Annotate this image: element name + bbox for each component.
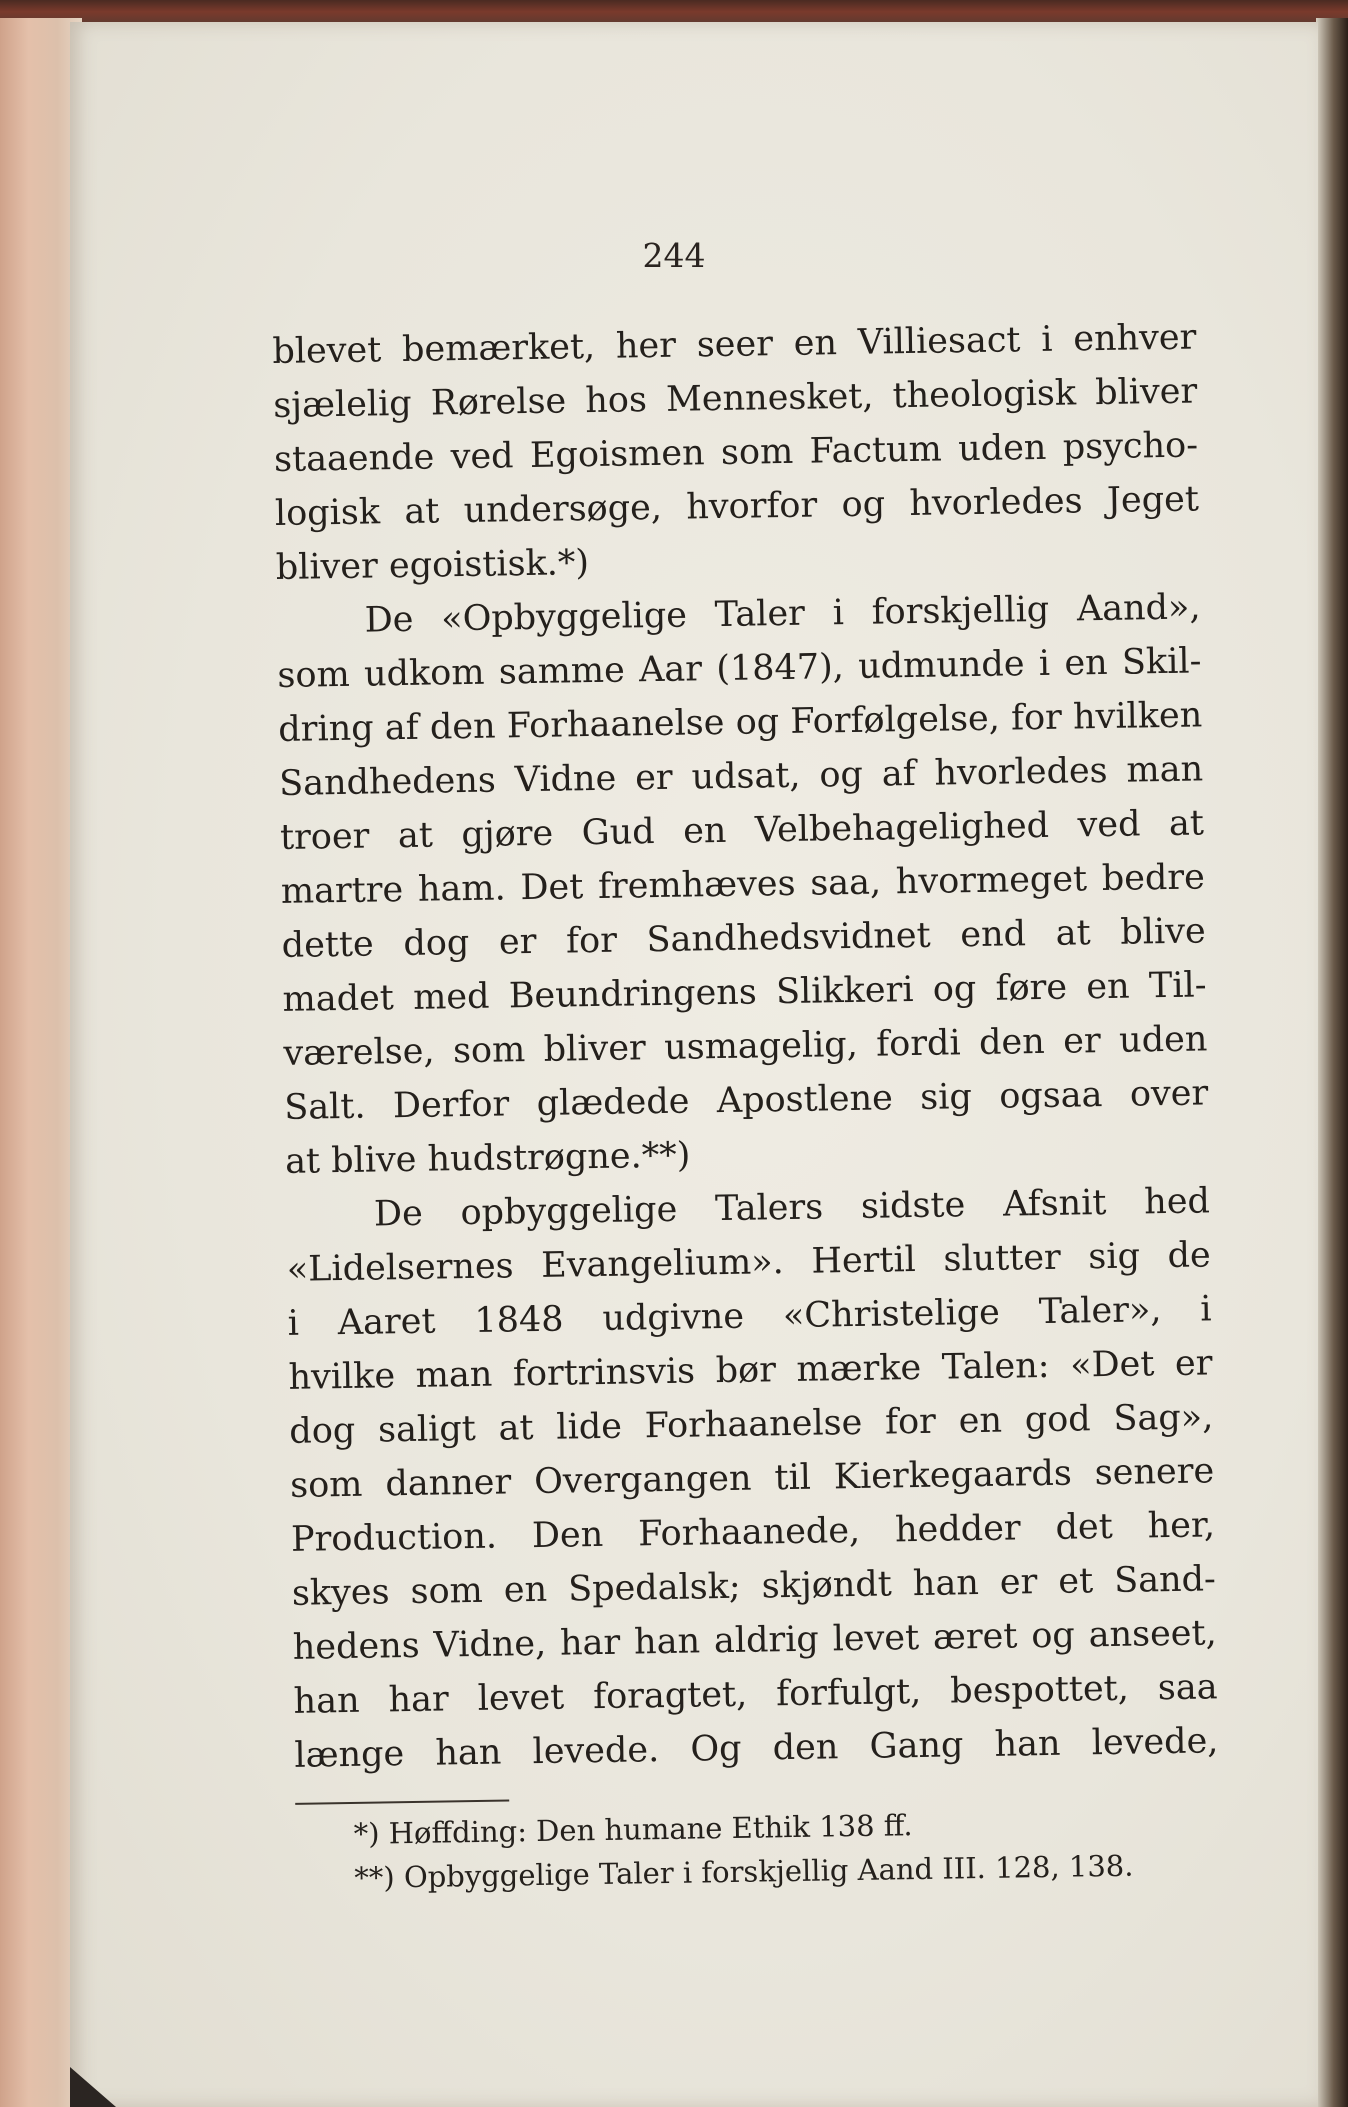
paragraph-start: De opbyggelige Talers sidste Afsnit hed — [373, 1181, 1211, 1235]
text-line: «Lidelsernes Evangelium». Hertil slutter sig de — [286, 1235, 1212, 1290]
body-text — [272, 310, 1221, 1900]
page-number: 244 — [642, 236, 706, 275]
text-line: staaende ved Egoismen som Factum uden psycho- — [273, 425, 1199, 480]
text-line: i Aaret 1848 udgivne «Christelige Taler», i — [287, 1289, 1212, 1344]
text-line: han har levet foragtet, forfulgt, bespottet, saa — [293, 1667, 1218, 1722]
text-line: dring af den Forhaanelse og Forfølgelse, for hvilken — [278, 695, 1203, 750]
text-line: Sandhedens Vidne er udsat, og af hvorledes man — [278, 749, 1204, 804]
text-line: længe han levede. Og den Gang han levede, — [294, 1721, 1219, 1776]
text-line: blevet bemærket, her seer en Villiesact i enhver — [272, 317, 1197, 372]
paragraph-start: De «Opbyggelige Taler i forskjellig Aand», — [364, 587, 1201, 641]
text-line: hvilke man fortrinsvis bør mærke Talen: «Det er — [288, 1343, 1213, 1398]
text-line: madet med Beundringens Slikkeri og føre en Til- — [282, 965, 1207, 1020]
footnote: **) Opbyggelige Taler i forskjellig Aand III. 128, 138. — [354, 1848, 1134, 1895]
text-line: at blive hudstrøgne.**) — [284, 1135, 691, 1182]
text-line: bliver egoistisk.*) — [275, 543, 590, 588]
footnote-divider — [295, 1799, 509, 1804]
text-line: skyes som en Spedalsk; skjøndt han er et Sand- — [291, 1559, 1217, 1614]
text-line: martre ham. Det fremhæves saa, hvormeget bedre — [280, 857, 1206, 912]
page-corner-shadow — [70, 2067, 116, 2107]
text-line: dog saligt at lide Forhaanelse for en god Sag», — [289, 1397, 1214, 1452]
text-line: hedens Vidne, har han aldrig levet æret og anseet, — [292, 1613, 1217, 1668]
text-line: som udkom samme Aar (1847), udmunde i en Skil- — [277, 641, 1202, 696]
text-line: sjælelig Rørelse hos Mennesket, theologisk bliver — [272, 371, 1198, 426]
text-line: Production. Den Forhaanede, hedder det her, — [290, 1505, 1216, 1560]
text-line: logisk at undersøge, hvorfor og hvorledes Jeget — [274, 479, 1200, 534]
book-right-edge — [1316, 18, 1348, 2107]
text-line: troer at gjøre Gud en Velbehagelighed ved at — [279, 803, 1205, 858]
text-line: dette dog er for Sandhedsvidnet end at blive — [281, 911, 1206, 966]
footnote: *) Høffding: Den humane Ethik 138 ff. — [353, 1808, 913, 1851]
text-line: Salt. Derfor glædede Apostlene sig ogsaa over — [283, 1073, 1209, 1128]
text-line: som danner Overgangen til Kierkegaards senere — [289, 1451, 1215, 1506]
text-line: værelse, som bliver usmagelig, fordi den er uden — [283, 1019, 1208, 1074]
